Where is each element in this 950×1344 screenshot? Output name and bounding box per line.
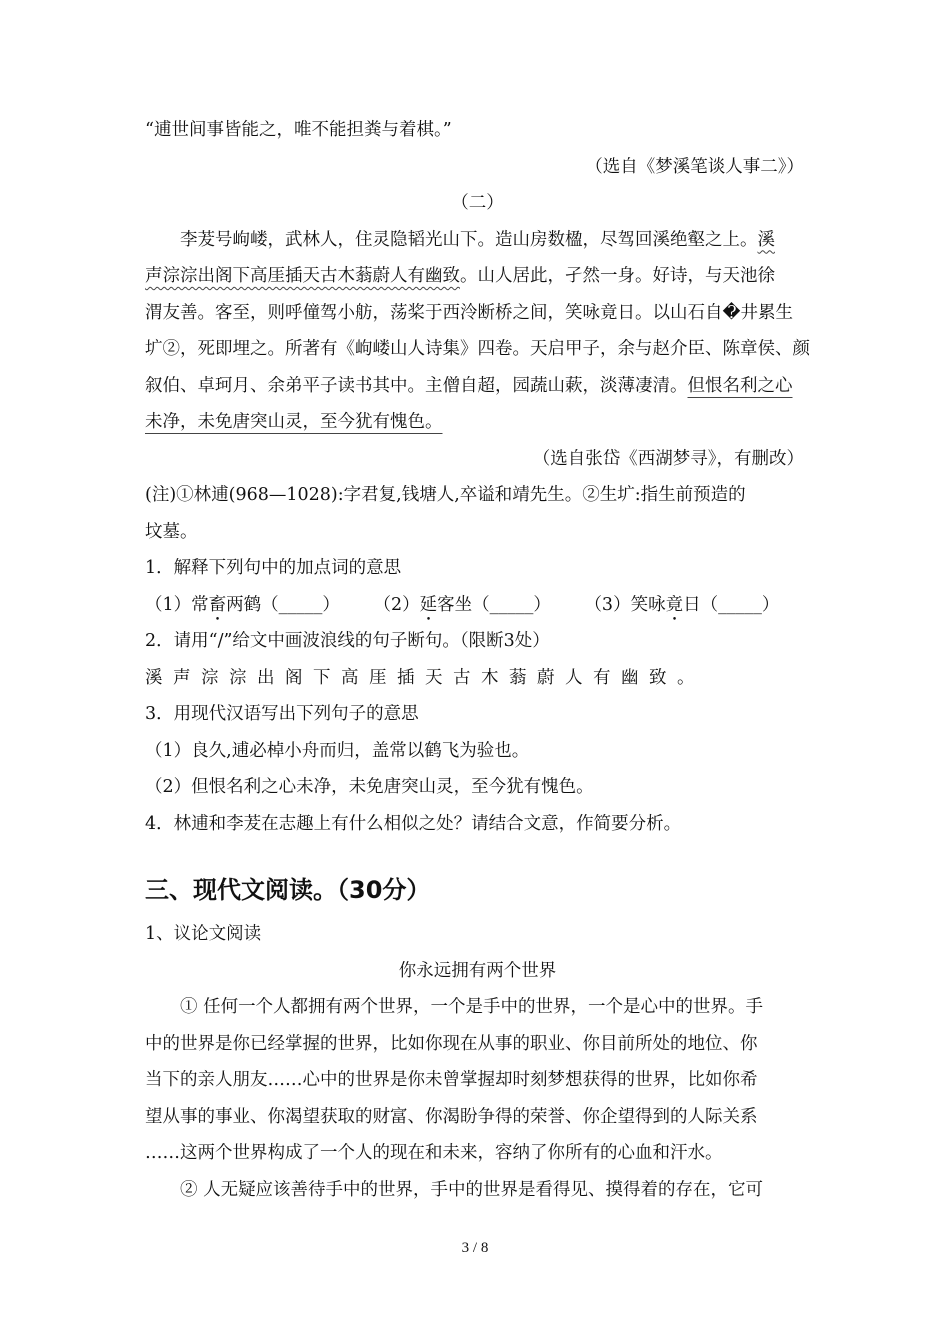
- passage1-last-line: “逋世间事皆能之，唯不能担粪与着棋。”: [145, 120, 452, 140]
- passage2-marker: （二）: [451, 193, 504, 213]
- question-2-sentence: 溪声淙淙出阁下高厓插天古木蓊蔚人有幽致。: [145, 667, 705, 688]
- essay-line: 当下的亲人朋友……心中的世界是你未曾掌握却时刻梦想获得的世界，比如你希: [145, 1070, 758, 1090]
- wavy-underlined-text: 声淙淙出阁下高厓插天古木蓊蔚人有幽致: [145, 266, 460, 286]
- document-page: [145, 112, 810, 1208]
- dotted-char: 畜: [208, 594, 227, 615]
- wavy-underlined-text: 溪: [757, 229, 775, 250]
- q1-item: （3）笑咏竟日（_____）: [584, 594, 780, 615]
- page-number: 3 / 8: [461, 1240, 489, 1256]
- dotted-char: 延: [419, 594, 438, 615]
- question-3: 3．用现代汉语写出下列句子的意思: [145, 704, 419, 724]
- dotted-char: 竟: [665, 594, 684, 615]
- essay-line: 望从事的事业、你渴望获取的财富、你渴盼争得的荣誉、你企望得到的人际关系: [145, 1106, 758, 1127]
- underlined-text: 但恨名利之心: [687, 375, 793, 396]
- question-3-item: （1）良久,逋必棹小舟而归，盖常以鹤飞为验也。: [145, 740, 530, 761]
- passage1-source: （选自《梦溪笔谈人事二》）: [585, 156, 804, 177]
- essay-line: ② 人无疑应该善待手中的世界，手中的世界是看得见、摸得着的存在，它可: [180, 1179, 764, 1200]
- question-3-item: （2）但恨名利之心未净，未免唐突山灵，至今犹有愧色。: [145, 777, 594, 797]
- note-line: (注)①林逋(968—1028):字君复,钱塘人,卒谥和靖先生。②生圹:指生前预造的: [145, 485, 746, 505]
- passage2-source: （选自张岱《西湖梦寻》，有删改）: [532, 448, 804, 469]
- q1-item: （1）常畜两鹤（_____）: [145, 594, 340, 615]
- passage2-line: 声淙淙出阁下高厓插天古木蓊蔚人有幽致。山人居此，孑然一身。好诗，与天池徐: [145, 266, 775, 286]
- section-heading: 三、现代文阅读。（30分）: [145, 876, 431, 904]
- passage2-line: [145, 404, 810, 441]
- passage2-line: 李茇号岣嵝，武林人，住灵隐韬光山下。造山房数楹，尽驾回溪绝壑之上。溪: [180, 229, 775, 250]
- essay-line: 中的世界是你已经掌握的世界，比如你现在从事的职业、你目前所处的地位、你: [145, 1033, 758, 1054]
- passage2-line: 渭友善。客至，则呼僮驾小舫，荡桨于西泠断桥之间，笑咏竟日。以山石自�井累生: [145, 302, 793, 323]
- essay-line: ① 任何一个人都拥有两个世界，一个是手中的世界，一个是心中的世界。手: [180, 997, 764, 1017]
- essay-line: ……这两个世界构成了一个人的现在和未来，容纳了你所有的心血和汗水。: [145, 1143, 723, 1163]
- question-1: 1．解释下列句中的加点词的意思: [145, 558, 402, 578]
- q1-item: （2）延客坐（_____）: [373, 594, 551, 615]
- question-2: 2．请用“/”给文中画波浪线的句子断句。（限断3处）: [145, 631, 550, 651]
- passage2-line: 叙伯、卓珂月、余弟平子读书其中。主僧自超，园蔬山蔌，淡薄凄清。但恨名利之心: [145, 375, 793, 396]
- question-1-items: [145, 587, 810, 624]
- question-4: 4．林逋和李茇在志趣上有什么相似之处？请结合文意，作简要分析。: [145, 813, 682, 834]
- essay-title: 你永远拥有两个世界: [398, 960, 557, 981]
- underlined-text: 未净，未免唐突山灵，至今犹有愧色。: [145, 412, 443, 432]
- passage2-line: 圹②，死即埋之。所著有《岣嵝山人诗集》四卷。天启甲子，余与赵介臣、陈章侯、颜: [145, 339, 810, 359]
- note-line: 坟墓。: [145, 521, 198, 542]
- section-subheading: 1、议论文阅读: [145, 924, 262, 944]
